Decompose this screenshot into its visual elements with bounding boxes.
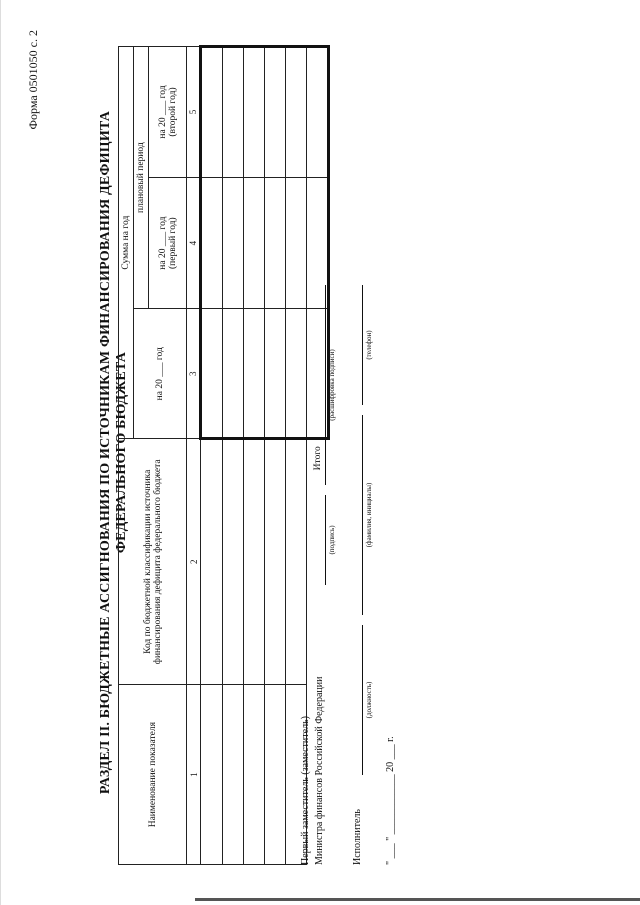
caption-position: (должность): [365, 681, 373, 719]
signer-role-line1: Первый заместитель (заместитель): [300, 716, 311, 865]
section-title: РАЗДЕЛ II. БЮДЖЕТНЫЕ АССИГНОВАНИЯ ПО ИСТОЧНИКАМ ФИНАНСИРОВАНИЯ ДЕФИЦИТА ФЕДЕРАЛЬНОГО БЮДЖЕТА: [98, 110, 129, 795]
header-first-year: [149, 178, 187, 309]
phone-line: [362, 285, 363, 405]
header-second-year: [149, 47, 187, 178]
table-row: [244, 47, 265, 865]
col-num-4: 4: [187, 178, 201, 309]
header-current-year: на 20 ___ год: [134, 309, 187, 439]
executor-label: Исполнитель: [352, 809, 363, 865]
signature-line: [325, 495, 326, 585]
header-indicator-name: Наименование показателя: [119, 685, 187, 865]
header-sum-per-year: Сумма на год: [119, 47, 134, 439]
caption-decode: (расшифровка подписи): [328, 349, 336, 421]
col-num-3: 3: [187, 309, 201, 439]
column-numbers-row: [187, 47, 201, 865]
header-first-year-label: на 20 ___ год: [157, 216, 168, 270]
header-second-year-note: (второй год): [167, 87, 178, 137]
table-row: [265, 47, 286, 865]
col-num-2: 2: [187, 439, 201, 685]
table-row: [223, 47, 244, 865]
header-budget-code: Код по бюджетной классификации источника финансирования дефицита федерального бюджета: [119, 439, 187, 685]
date-line: " ___ " ____________ 20 ___ г.: [385, 736, 396, 865]
signer-role-line2: Министра финансов Российской Федерации: [314, 676, 325, 865]
header-planning-period: плановый период: [134, 47, 149, 309]
name-line: [362, 415, 363, 615]
caption-name: (фамилия, инициалы): [365, 482, 373, 548]
form-code: Форма 0501050 с. 2: [26, 30, 40, 130]
total-label: Итого: [312, 446, 323, 471]
caption-signature: (подпись): [328, 525, 336, 555]
caption-phone: (телефон): [365, 330, 373, 360]
header-second-year-label: на 20 ___ год: [157, 85, 168, 139]
col-num-1: 1: [187, 685, 201, 865]
col-num-5: 5: [187, 47, 201, 178]
header-first-year-note: (первый год): [167, 217, 178, 269]
appropriations-table: [118, 45, 330, 865]
position-line: [362, 625, 363, 775]
decode-line: [325, 285, 326, 485]
table-row: [201, 47, 223, 865]
